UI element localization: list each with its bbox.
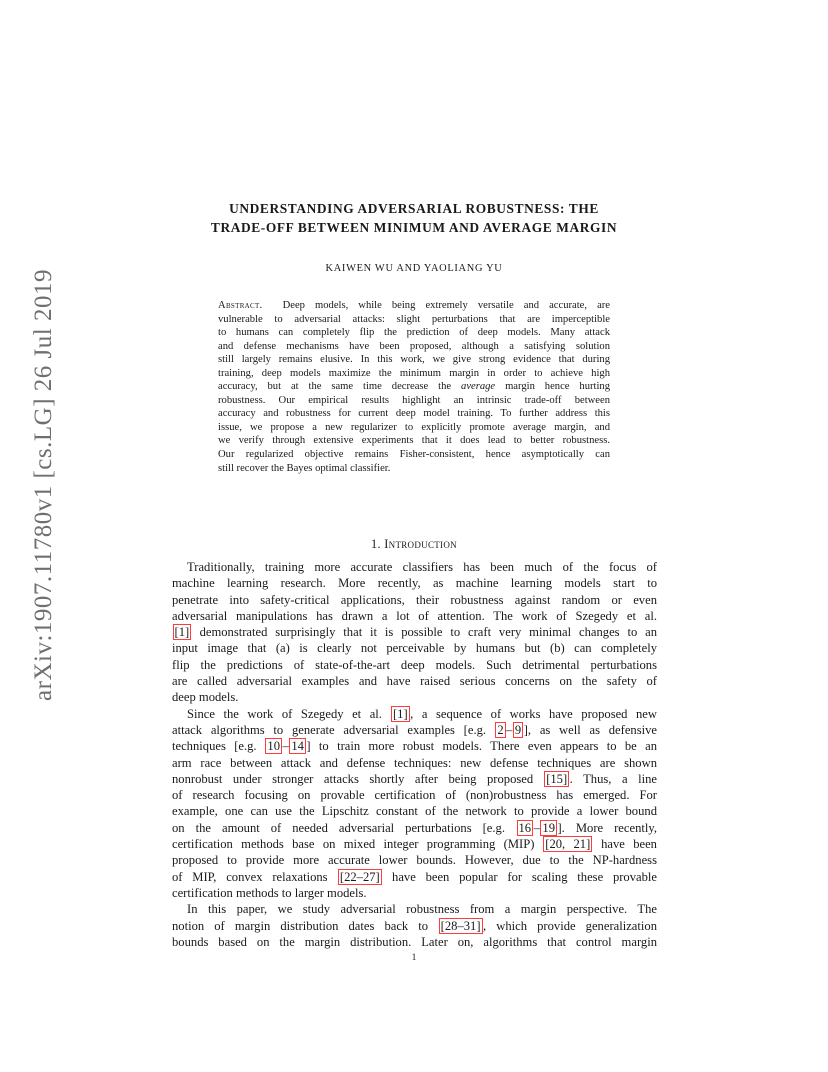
citation-link[interactable]: [22–27] bbox=[339, 869, 380, 884]
abstract-line: vulnerable to adversarial attacks: slight perturbations that are imperceptible bbox=[218, 313, 610, 325]
body-line: techniques [e.g. 10 – 14 ] to train more robust models. There even appears to be an bbox=[172, 739, 657, 754]
abstract-line: issue, we propose a new regularizer to explicitly promote average margin, and bbox=[218, 421, 610, 433]
body-line bbox=[172, 624, 657, 640]
body-line: penetrate into safety-critical applications, their robustness against random or even bbox=[172, 592, 657, 607]
body-text-run: techniques [e.g. bbox=[172, 739, 257, 754]
body-line: example, one can use the Lipschitz constant of the network to provide a lower bound bbox=[172, 804, 657, 819]
page-number: 1 bbox=[411, 953, 417, 963]
abstract-text: accuracy, but at the same time decrease the bbox=[218, 381, 452, 393]
body-line: In this paper, we study adversarial robustness from a margin perspective. The bbox=[187, 902, 657, 917]
body-text bbox=[172, 559, 657, 950]
citation-link[interactable]: 9 bbox=[514, 722, 522, 737]
abstract-emphasis: average bbox=[461, 381, 496, 393]
abstract-line: still largely remains elusive. In this work, we give strong evidence that during bbox=[218, 354, 610, 366]
body-line bbox=[172, 918, 657, 934]
body-text-run: ] to train more robust models. There even appears to be an bbox=[306, 739, 657, 754]
body-text-run: ], as well as defensive bbox=[523, 722, 657, 737]
body-line bbox=[172, 869, 657, 885]
body-text-run: notion of margin distribution dates back to bbox=[172, 918, 429, 933]
body-text-run: have been popular for scaling these provable bbox=[392, 869, 657, 884]
authors: KAIWEN WU AND YAOLIANG YU bbox=[325, 263, 503, 274]
body-text-run: certification methods base on mixed integer programming (MIP) bbox=[172, 837, 535, 852]
citation-link[interactable]: 19 bbox=[542, 820, 555, 835]
body-text-run: Since the work of Szegedy et al. bbox=[187, 706, 382, 721]
citation-link[interactable]: [1] bbox=[392, 706, 408, 721]
abstract-line: robustness. Our empirical results highlight an intrinsic trade-off between bbox=[218, 394, 610, 406]
body-line: Traditionally, training more accurate classifiers has been much of the focus of bbox=[187, 560, 657, 574]
body-text-run: ]. More recently, bbox=[557, 820, 657, 835]
section-heading bbox=[172, 537, 656, 552]
body-line: adversarial manipulations has drawn a lot of attention. The work of Szegedy et al. bbox=[172, 608, 657, 623]
abstract-text: Deep models, while being extremely versatile and accurate, are bbox=[282, 300, 610, 311]
arxiv-identifier-stamp: arXiv:1907.11780v1 [cs.LG] 26 Jul 2019 bbox=[30, 269, 57, 701]
body-line: certification methods to larger models. bbox=[172, 885, 367, 900]
citation-link[interactable]: [28–31] bbox=[440, 918, 481, 933]
body-text-run: , a sequence of works have proposed new bbox=[410, 706, 657, 721]
citation-link[interactable]: 14 bbox=[291, 739, 304, 754]
abstract-line: accuracy and robustness for current deep model training. To further address this bbox=[218, 408, 610, 420]
body-line bbox=[172, 771, 657, 787]
abstract-line: still recover the Bayes optimal classifier. bbox=[218, 462, 391, 474]
body-text-run: . Thus, a line bbox=[569, 771, 657, 786]
body-text-run: attack algorithms to generate adversarial examples [e.g. bbox=[172, 722, 487, 737]
body-text-run: , which provide generalization bbox=[483, 918, 657, 933]
title-line-1: UNDERSTANDING ADVERSARIAL ROBUSTNESS: THE bbox=[229, 201, 599, 216]
body-line: on the amount of needed adversarial perturbations [e.g. 16 – 19 ]. More recently, bbox=[172, 820, 657, 835]
body-line: bounds based on the margin distribution. Later on, algorithms that control margin bbox=[172, 934, 657, 949]
body-line: proposed to provide more accurate lower bounds. However, due to the NP-hardness bbox=[172, 853, 657, 868]
abstract-text: margin hence hurting bbox=[505, 381, 610, 393]
citation-link[interactable]: 16 bbox=[518, 820, 532, 835]
abstract-line bbox=[218, 380, 610, 394]
body-line: attack algorithms to generate adversarial examples [e.g. 2 – 9 ], as well as defensive bbox=[172, 722, 657, 737]
body-line bbox=[172, 706, 657, 722]
body-line: of research focusing on provable certification of (non)robustness has emerged. For bbox=[172, 788, 657, 803]
abstract-line: we verify through extensive experiments that it does lead to better robustness. bbox=[218, 435, 610, 447]
abstract-line: and defense mechanisms have been proposed, although a satisfying solution bbox=[218, 340, 610, 352]
body-line: input image that (a) is clearly not perceivable by humans but (b) can completely bbox=[172, 641, 657, 656]
abstract-label: Abstract. bbox=[218, 300, 263, 311]
citation-link[interactable]: [15] bbox=[546, 771, 568, 786]
abstract-line bbox=[218, 299, 610, 313]
body-line: deep models. bbox=[172, 690, 239, 705]
body-line: machine learning research. More recently, as machine learning models start to bbox=[172, 576, 657, 591]
section-number: 1. bbox=[371, 537, 381, 551]
body-text-run: demonstrated surprisingly that it is possible to craft very minimal changes to an bbox=[199, 625, 657, 640]
body-line bbox=[172, 836, 657, 852]
citation-link[interactable]: 2 bbox=[497, 722, 504, 737]
paper-title bbox=[160, 200, 668, 237]
abstract-line: training, deep models maximize the minimum margin in order to achieve high bbox=[218, 367, 610, 379]
citation-link[interactable]: [1] bbox=[174, 625, 190, 640]
body-text-run: of MIP, convex relaxations bbox=[172, 869, 328, 884]
body-line: are called adversarial examples and have raised serious concerns on the safety of bbox=[172, 674, 657, 689]
body-line: arm race between attack and defense techniques: new defense techniques are shown bbox=[172, 755, 657, 770]
citation-link[interactable]: [20, 21] bbox=[545, 837, 591, 852]
body-line: flip the predictions of state-of-the-art deep models. Such detrimental perturbations bbox=[172, 657, 657, 672]
body-text-run: nonrobust under stronger attacks shortly after being proposed bbox=[172, 771, 534, 786]
citation-link[interactable]: 10 bbox=[267, 739, 281, 754]
body-text-run: have been bbox=[601, 837, 657, 852]
abstract-line: to humans can completely flip the prediction of deep models. Many attack bbox=[218, 327, 610, 339]
body-text-run: on the amount of needed adversarial perturbations [e.g. bbox=[172, 820, 505, 835]
abstract bbox=[218, 299, 610, 475]
section-title: Introduction bbox=[384, 537, 457, 551]
abstract-line: Our regularized objective remains Fisher-consistent, hence asymptotically can bbox=[218, 449, 610, 461]
title-line-2: TRADE-OFF BETWEEN MINIMUM AND AVERAGE MARGIN bbox=[210, 219, 618, 235]
